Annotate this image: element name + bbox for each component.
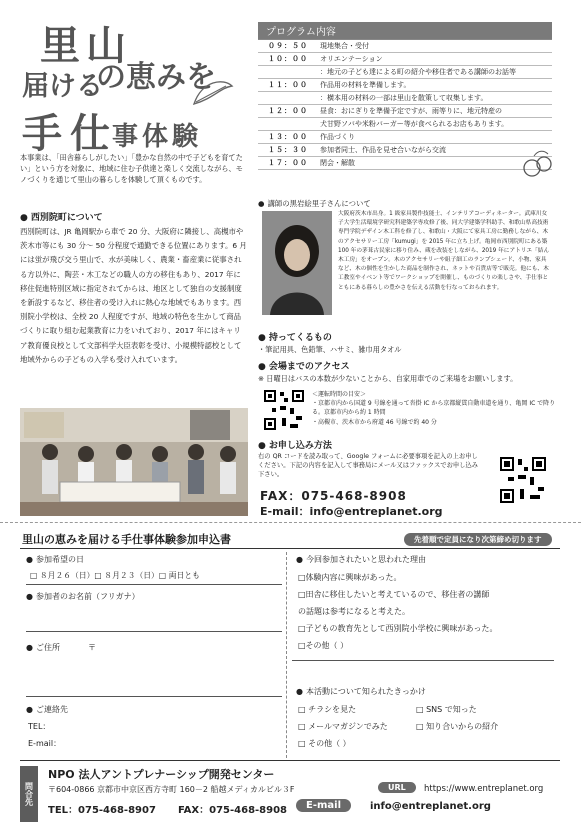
reason-option-other[interactable]: □その他（ ） [298, 641, 349, 650]
children-photo [20, 408, 248, 516]
access-route-kyoto: ・京都市内から国道 9 号線を通って沓掛 IC から京都縦貫自動車道を通り、亀岡 IC で降りる。京都市内から約 1 時間 [312, 400, 556, 416]
access-qr-code [262, 388, 306, 432]
form-title: 里山の恵みを届ける手仕事体験参加申込書 [22, 533, 231, 546]
instructor-photo [262, 211, 332, 315]
email-field[interactable]: E-mail： [28, 739, 62, 748]
title-line1: 里山 [40, 22, 132, 69]
contact-side-label [20, 766, 38, 822]
nishibetsuin-text: 西別院町は、JR 亀岡駅から車で 20 分、大阪府に隣接し、高槻市や茨木市等にも 30 分～ 50 分程度で通勤できる位置にあります。6 月には蛍が飛び交う里山で、水が美味しく、農業・畜産業に従事される方以外に、陶芸・木工などの職人の方の移住もあり、2017 年に移住促進特別区域に指定されてからは、地区として独自の支援制度を新設するなど、移住者の受け入れに熱心な地域でもあります。西別院小学校は、全校 20 人程度ですが、地域の特色を生かして商品づくりに取り組む起業教育に力をいれており、2017 年にはキャリア教育優良校として文部科学大臣表彰を受け、小規模特認校として地域外からの子どもの入学も受け入れています。 [20, 227, 247, 364]
program-row: １３：００ 作品づくり [258, 131, 552, 144]
date-label: ● 参加希望の日 [26, 554, 84, 565]
belongings-heading: ● 持ってくるもの [258, 330, 332, 343]
program-row: 犬甘野ソバや米粉バーガー等が食べられるお店もあります。 [258, 118, 552, 131]
instructor-heading: ● 講師の黒岩絵里子さんについて [258, 198, 371, 209]
form-deadline-badge: 先着順で定員になり次第締め切ります [404, 533, 552, 546]
program-list [258, 39, 552, 170]
org-fax: FAX：075-468-8908 [178, 805, 288, 816]
fruit-illustration [520, 146, 554, 180]
access-note: ※ 日曜日はバスの本数が少ないことから、自家用車でのご来場をお願いします。 [258, 374, 518, 383]
tel-field[interactable]: TEL： [28, 722, 51, 731]
form-title-underline [20, 548, 560, 549]
nishibetsuin-heading: ● 西別院町について [20, 210, 103, 223]
address-postal-mark: 〒 [88, 643, 96, 652]
url-badge: URL [378, 782, 416, 793]
reason-option-1[interactable]: □体験内容に興味があった。 [298, 573, 402, 582]
contact-side-text: 問合先 [24, 782, 34, 806]
leaf-illustration [190, 76, 236, 110]
title-line3b: 事体験 [112, 122, 203, 152]
address-field[interactable] [26, 695, 282, 697]
name-label: ● 参加者のお名前（フリガナ） [26, 591, 140, 602]
source-option-referral[interactable]: □ 知り合いからの紹介 [416, 722, 499, 731]
program-row: １２：００ 昼食：おにぎりを準備予定ですが、雨等りに、地元特産の [258, 105, 552, 118]
address-label: ● ご住所 [26, 642, 60, 653]
reason-label: ● 今回参加されたいと思われた理由 [296, 554, 426, 565]
title-line2b: の恵みを [96, 60, 216, 95]
footer-divider [20, 760, 560, 761]
org-url[interactable]: https://www.entreplanet.org [424, 784, 544, 794]
name-field[interactable] [26, 630, 282, 632]
org-tel: TEL：075-468-8907 [48, 805, 156, 816]
program-row: １０：００ オリエンテーション [258, 53, 552, 66]
source-option-flyer[interactable]: □ チラシを見た [298, 705, 357, 714]
contact-label: ● ご連絡先 [26, 704, 68, 715]
form-divider [0, 522, 581, 523]
reason-option-3[interactable]: □子どもの教育先として西別院小学校に興味があった。 [298, 624, 498, 633]
apply-qr-code [498, 455, 548, 505]
program-row: ０９：５０ 現地集合・受付 [258, 40, 552, 53]
source-label: ● 本活動について知られたきっかけ [296, 686, 426, 697]
intro-text: 本事業は、「田舎暮らしがしたい」「豊かな自然の中で子どもを育てたい」という方を対象に、地域に住む子供達と楽しく交流しながら、モノづくりを通じて里山の暮らしを体験して頂くものです。 [20, 153, 243, 184]
org-email[interactable]: info@entreplanet.org [370, 801, 491, 812]
program-row: ：地元の子ども達による町の紹介や移住者である講師のお話等 [258, 66, 552, 79]
program-row: １５：３０ 参加者同士、作品を見せ合いながら交流 [258, 144, 552, 157]
access-route-takatsuki: ・高槻市、茨木市から府道 46 号線で約 40 分 [312, 419, 437, 426]
reason-option-2[interactable]: □田舎に移住したいと考えているので、移住者の講師 [298, 590, 490, 599]
instructor-bio: 大阪府茨木市出身。1 級家具製作技能士、インテリアコーディネーター。武庫川女子大学生活環境学研究科建築学専攻修了後、同大学建築学科助手、和歌山県高技術専門学院デザイン木工科を修了し、和歌山・大阪にて家具工房に勤務しながら、木のアクセサリー工房「kumugi」を 2015 年に立ち上げ。亀岡市西別院町にある築100 年の茅葺古民家に移り住み、蔵を改装をしながら、2019 年にアトリエ「結ん木工房」をオープン。木のアクセサリーや組子細工のランプシェード、小物、家具など、木の個性を生かした商品を制作され、ネットや百貨店等で販売。他にも、木工教室やイベント等でワークショップを開催し、ものづくりの楽しさや、手仕事とともにある暮らしの豊かさを伝える活動を行なっておられます。 [338, 211, 550, 291]
email-badge: E-mail [296, 799, 351, 812]
apply-heading: ● お申し込み方法 [258, 438, 332, 451]
apply-fax: FAX：075-468-8908 [260, 489, 407, 503]
apply-text: 右の QR コードを読み取って、Google フォームに必要事項を記入の上お申しください。下記の内容を記入して事務局にメール又はファックスでお申し込み下さい。 [258, 453, 479, 478]
program-section [258, 22, 552, 170]
program-row: １７：００ 閉会・解散 [258, 157, 552, 170]
title-line2a: 届ける [22, 71, 103, 102]
form-column-divider [286, 552, 287, 758]
date-underline [26, 584, 282, 585]
access-heading: ● 会場までのアクセス [258, 359, 350, 372]
date-options[interactable]: □ ８月２６（日）□ ８月２３（日）□ 両日とも [30, 571, 200, 580]
org-address: 〒604-0866 京都市中京区西方寺町 160－2 船越メディカルビル３F [48, 785, 295, 794]
belongings-text: ・筆記用具、色鉛筆、ハサミ、雑巾用タオル [258, 345, 402, 354]
source-option-newsletter[interactable]: □ メールマガジンでみた [298, 722, 388, 731]
program-row: ：横本用の材料の一部は里山を散策して収集します。 [258, 92, 552, 105]
title-line3a: 手仕 [22, 110, 118, 157]
source-option-sns[interactable]: □ SNS で知った [416, 705, 477, 714]
org-name: NPO 法人アントプレナーシップ開発センター [48, 768, 275, 781]
program-heading: プログラム内容 [258, 22, 552, 39]
source-option-other[interactable]: □ その他（ ） [298, 739, 351, 748]
access-route-header: ＜運転時間の目安＞ [312, 391, 367, 398]
apply-email: E-mail：info@entreplanet.org [260, 505, 443, 518]
reason-underline [292, 660, 554, 661]
reason-option-2-cont: の話題は参考になると考えた。 [298, 607, 410, 616]
program-row: １１：００ 作品用の材料を準備します。 [258, 79, 552, 92]
